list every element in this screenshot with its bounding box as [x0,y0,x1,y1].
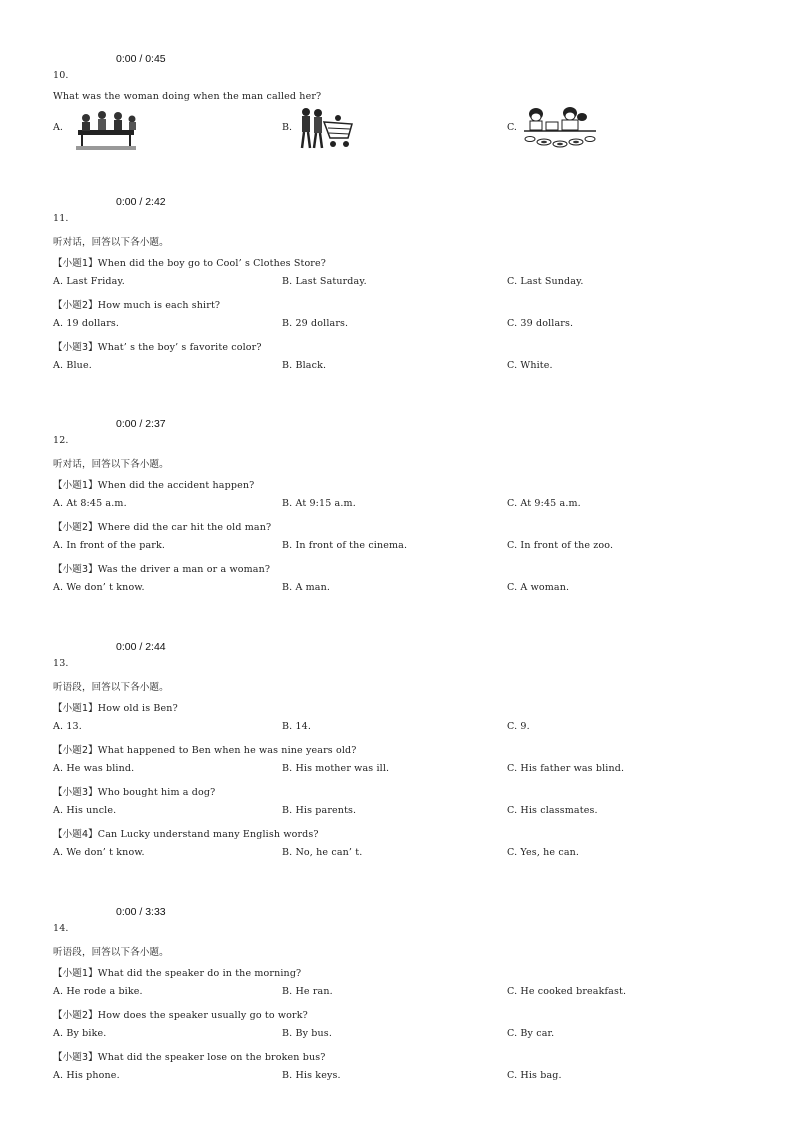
sub-question-2 [53,519,271,533]
cooking-at-table-icon[interactable] [524,106,596,152]
sub-tag: 【小题4】 [53,829,98,840]
sub-text: Where did the car hit the old man? [97,522,272,533]
option-b[interactable]: B. Black. [282,360,327,371]
option-c-label[interactable]: C. [507,122,517,133]
option-a[interactable]: A. Last Friday. [53,276,125,287]
sub-text: When did the boy go to Cool’ s Clothes Store? [97,258,327,269]
sub-tag: 【小题1】 [53,703,98,714]
option-a[interactable]: A. 19 dollars. [53,318,120,329]
instruction: 听语段，回答以下各小题。 [53,682,169,693]
question-number: 14. [53,923,69,934]
question-14 [0,906,794,1106]
option-b[interactable]: B. At 9:15 a.m. [282,498,356,509]
option-b[interactable]: B. Last Saturday. [282,276,367,287]
option-c[interactable]: C. His bag. [507,1070,562,1081]
option-c[interactable]: C. White. [507,360,553,371]
sub-text: How old is Ben? [97,703,178,714]
question-12 [0,418,794,618]
sub-tag: 【小题1】 [53,480,98,491]
sub-question-2 [53,297,220,311]
instruction: 听对话，回答以下各小题。 [53,459,169,470]
family-dinner-table-icon[interactable] [72,110,140,152]
sub-question-3 [53,1049,326,1063]
option-b[interactable]: B. In front of the cinema. [282,540,408,551]
audio-time[interactable]: 0:00 / 2:37 [116,418,166,430]
question-11 [0,196,794,396]
option-b[interactable]: B. His keys. [282,1070,341,1081]
option-a[interactable]: A. 13. [53,721,82,732]
sub-text: When did the accident happen? [97,480,255,491]
question-number: 12. [53,435,69,446]
audio-time[interactable]: 0:00 / 3:33 [116,906,166,918]
sub-question-3 [53,561,270,575]
option-b[interactable]: B. 29 dollars. [282,318,349,329]
sub-tag: 【小题3】 [53,342,98,353]
sub-question-3 [53,339,262,353]
sub-text: What did the speaker do in the morning? [97,968,302,979]
sub-question-1 [53,477,254,491]
option-b[interactable]: B. No, he can’ t. [282,847,363,858]
option-a-label[interactable]: A. [53,122,63,133]
sub-text: Was the driver a man or a woman? [97,564,271,575]
option-a[interactable]: A. Blue. [53,360,92,371]
option-a[interactable]: A. He rode a bike. [53,986,143,997]
option-b[interactable]: B. A man. [282,582,331,593]
option-b[interactable]: B. He ran. [282,986,333,997]
audio-time[interactable]: 0:00 / 0:45 [116,53,166,65]
sub-text: What’ s the boy’ s favorite color? [97,342,262,353]
sub-tag: 【小题2】 [53,745,98,756]
option-a[interactable]: A. At 8:45 a.m. [53,498,127,509]
question-text: What was the woman doing when the man called her? [53,91,322,102]
sub-tag: 【小题1】 [53,258,98,269]
shopping-cart-family-icon[interactable] [298,106,356,152]
option-c[interactable]: C. A woman. [507,582,570,593]
question-number: 11. [53,213,69,224]
option-c[interactable]: C. By car. [507,1028,555,1039]
sub-tag: 【小题3】 [53,1052,98,1063]
question-13 [0,641,794,871]
option-c[interactable]: C. At 9:45 a.m. [507,498,581,509]
option-c[interactable]: C. His classmates. [507,805,598,816]
option-b[interactable]: B. By bus. [282,1028,332,1039]
sub-text: How much is each shirt? [97,300,221,311]
sub-question-3 [53,784,215,798]
option-a[interactable]: A. In front of the park. [53,540,166,551]
option-a[interactable]: A. By bike. [53,1028,107,1039]
sub-text: What did the speaker lose on the broken bus? [97,1052,326,1063]
sub-question-2 [53,742,357,756]
sub-text: How does the speaker usually go to work? [97,1010,308,1021]
audio-time[interactable]: 0:00 / 2:44 [116,641,166,653]
option-a[interactable]: A. We don’ t know. [53,582,145,593]
sub-tag: 【小题2】 [53,522,98,533]
sub-text: What happened to Ben when he was nine years old? [97,745,357,756]
sub-text: Who bought him a dog? [97,787,216,798]
option-c[interactable]: C. Last Sunday. [507,276,584,287]
option-b[interactable]: B. His parents. [282,805,357,816]
instruction: 听对话，回答以下各小题。 [53,237,169,248]
sub-tag: 【小题3】 [53,787,98,798]
sub-text: Can Lucky understand many English words? [97,829,319,840]
instruction: 听语段，回答以下各小题。 [53,947,169,958]
option-c[interactable]: C. He cooked breakfast. [507,986,627,997]
sub-question-1 [53,255,326,269]
option-c[interactable]: C. In front of the zoo. [507,540,614,551]
sub-tag: 【小题1】 [53,968,98,979]
option-a[interactable]: A. We don’ t know. [53,847,145,858]
option-a[interactable]: A. He was blind. [53,763,135,774]
option-b-label[interactable]: B. [282,122,293,133]
audio-time[interactable]: 0:00 / 2:42 [116,196,166,208]
sub-tag: 【小题2】 [53,300,98,311]
sub-tag: 【小题3】 [53,564,98,575]
sub-question-1 [53,965,301,979]
option-c[interactable]: C. 9. [507,721,530,732]
sub-tag: 【小题2】 [53,1010,98,1021]
option-b[interactable]: B. 14. [282,721,312,732]
option-c[interactable]: C. 39 dollars. [507,318,574,329]
option-c[interactable]: C. His father was blind. [507,763,625,774]
question-number: 10. [53,70,69,81]
sub-question-1 [53,700,178,714]
option-c[interactable]: C. Yes, he can. [507,847,580,858]
option-b[interactable]: B. His mother was ill. [282,763,390,774]
sub-question-4 [53,826,319,840]
option-a[interactable]: A. His uncle. [53,805,117,816]
sub-question-2 [53,1007,308,1021]
option-a[interactable]: A. His phone. [53,1070,120,1081]
question-10 [0,0,794,200]
question-number: 13. [53,658,69,669]
